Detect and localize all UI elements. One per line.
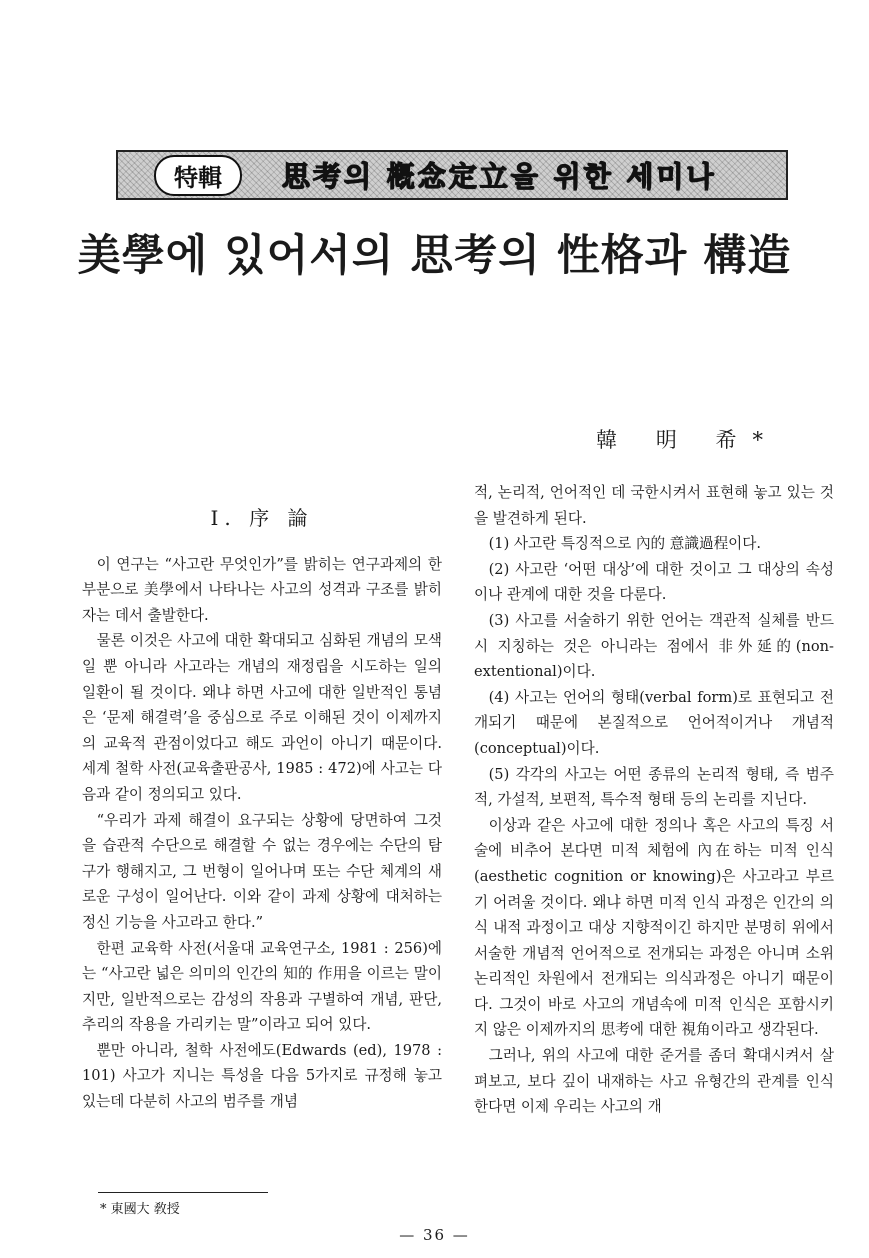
left-column [82,480,442,1115]
paragraph: 적, 논리적, 언어적인 데 국한시켜서 표현해 놓고 있는 것을 발견하게 된다. [474,484,834,527]
footnote: * 東國大 敎授 [100,1202,180,1217]
page-number: — 36 — [399,1226,470,1244]
paragraph: 물론 이것은 사고에 대한 확대되고 심화된 개념의 모색일 뿐 아니라 사고라는 개념의 재정립을 시도하는 일의 일환이 될 것이다. 왜냐 하면 사고에 대한 일반적인 통념은 ‘문제 해결력’을 중심으로 주로 이해된 것이 이제까지의 교육적 관점이었다고 해도 과언이 아니기 때문이다. 세계 철학 사전(교육출판공사, 1985 : 472)에 사고는 다음과 같이 정의되고 있다. [82,632,442,803]
list-item: (2) 사고란 ‘어떤 대상’에 대한 것이고 그 대상의 속성이나 관계에 대한 것을 다룬다. [474,560,834,604]
paragraph: 한편 교육학 사전(서울대 교육연구소, 1981 : 256)에는 “사고란 넓은 의미의 인간의 知的 作用을 이르는 말이지만, 일반적으로는 감성의 작용과 구별하여 개념, 판단, 추리의 작용을 가리키는 말”이라고 되어 있다. [82,939,442,1034]
footnote-divider [98,1192,268,1193]
list-item: (4) 사고는 언어의 형태(verbal form)로 표현되고 전개되기 때문에 본질적으로 언어적이거나 개념적(conceptual)이다. [474,688,834,757]
seminar-banner [116,150,788,200]
special-issue-tag: 特輯 [154,155,242,196]
right-column [474,480,834,1120]
paragraph: 뿐만 아니라, 철학 사전에도(Edwards (ed), 1978 : 101) 사고가 지니는 특성을 다음 5가지로 규정해 놓고 있는데 다분히 사고의 범주를 개념 [82,1041,442,1111]
list-item: (3) 사고를 서술하기 위한 언어는 객관적 실체를 반드시 지칭하는 것은 아니라는 점에서 非外延的(non-extentional)이다. [474,611,834,681]
list-item: (5) 각각의 사고는 어떤 종류의 논리적 형태, 즉 범주적, 가설적, 보편적, 특수적 형태 등의 논리를 지닌다. [474,765,834,809]
article-title: 美學에 있어서의 思考의 性格과 構造 [77,231,792,281]
list-item: (1) 사고란 특징적으로 內的 意識過程이다. [488,535,762,553]
paragraph: 이 연구는 “사고란 무엇인가”를 밝히는 연구과제의 한 부분으로 美學에서 나타나는 사고의 성격과 구조를 밝히자는 데서 출발한다. [82,555,442,624]
paragraph: 그러나, 위의 사고에 대한 준거를 좀더 확대시켜서 살펴보고, 보다 깊이 내재하는 사고 유형간의 관계를 인식한다면 이제 우리는 사고의 개 [474,1047,834,1116]
author-name: 韓 明 希* [596,428,779,452]
seminar-title: 思考의 槪念定立을 위한 세미나 [282,160,717,193]
paragraph: 이상과 같은 사고에 대한 정의나 혹은 사고의 특징 서술에 비추어 본다면 미적 체험에 內在하는 미적 인식(aesthetic cognition or knowing)은 사고라고 부르기 어려울 것이다. 왜냐 하면 미적 인식 과정은 인간의 의식 내적 과정이고 대상 지향적이긴 하지만 분명히 위에서 서술한 개념적 언어적으로 전개되는 과정은 아니며 소위 논리적인 차원에서 전개되는 의식과정은 아니기 때문이다. 그것이 바로 사고의 개념속에 미적 인식은 포함시키지 않은 이제까지의 思考에 대한 視角이라고 생각된다. [474,816,834,1039]
quotation-paragraph: “우리가 과제 해결이 요구되는 상황에 당면하여 그것을 습관적 수단으로 해결할 수 없는 경우에는 수단의 탐구가 행해지고, 그 번형이 일어나며 또는 수단 체계의 새로운 구성이 일어난다. 이와 같이 과제 상황에 대처하는 정신 기능을 사고라고 한다.” [82,811,442,931]
section-heading: Ⅰ. 序 論 [210,506,314,530]
